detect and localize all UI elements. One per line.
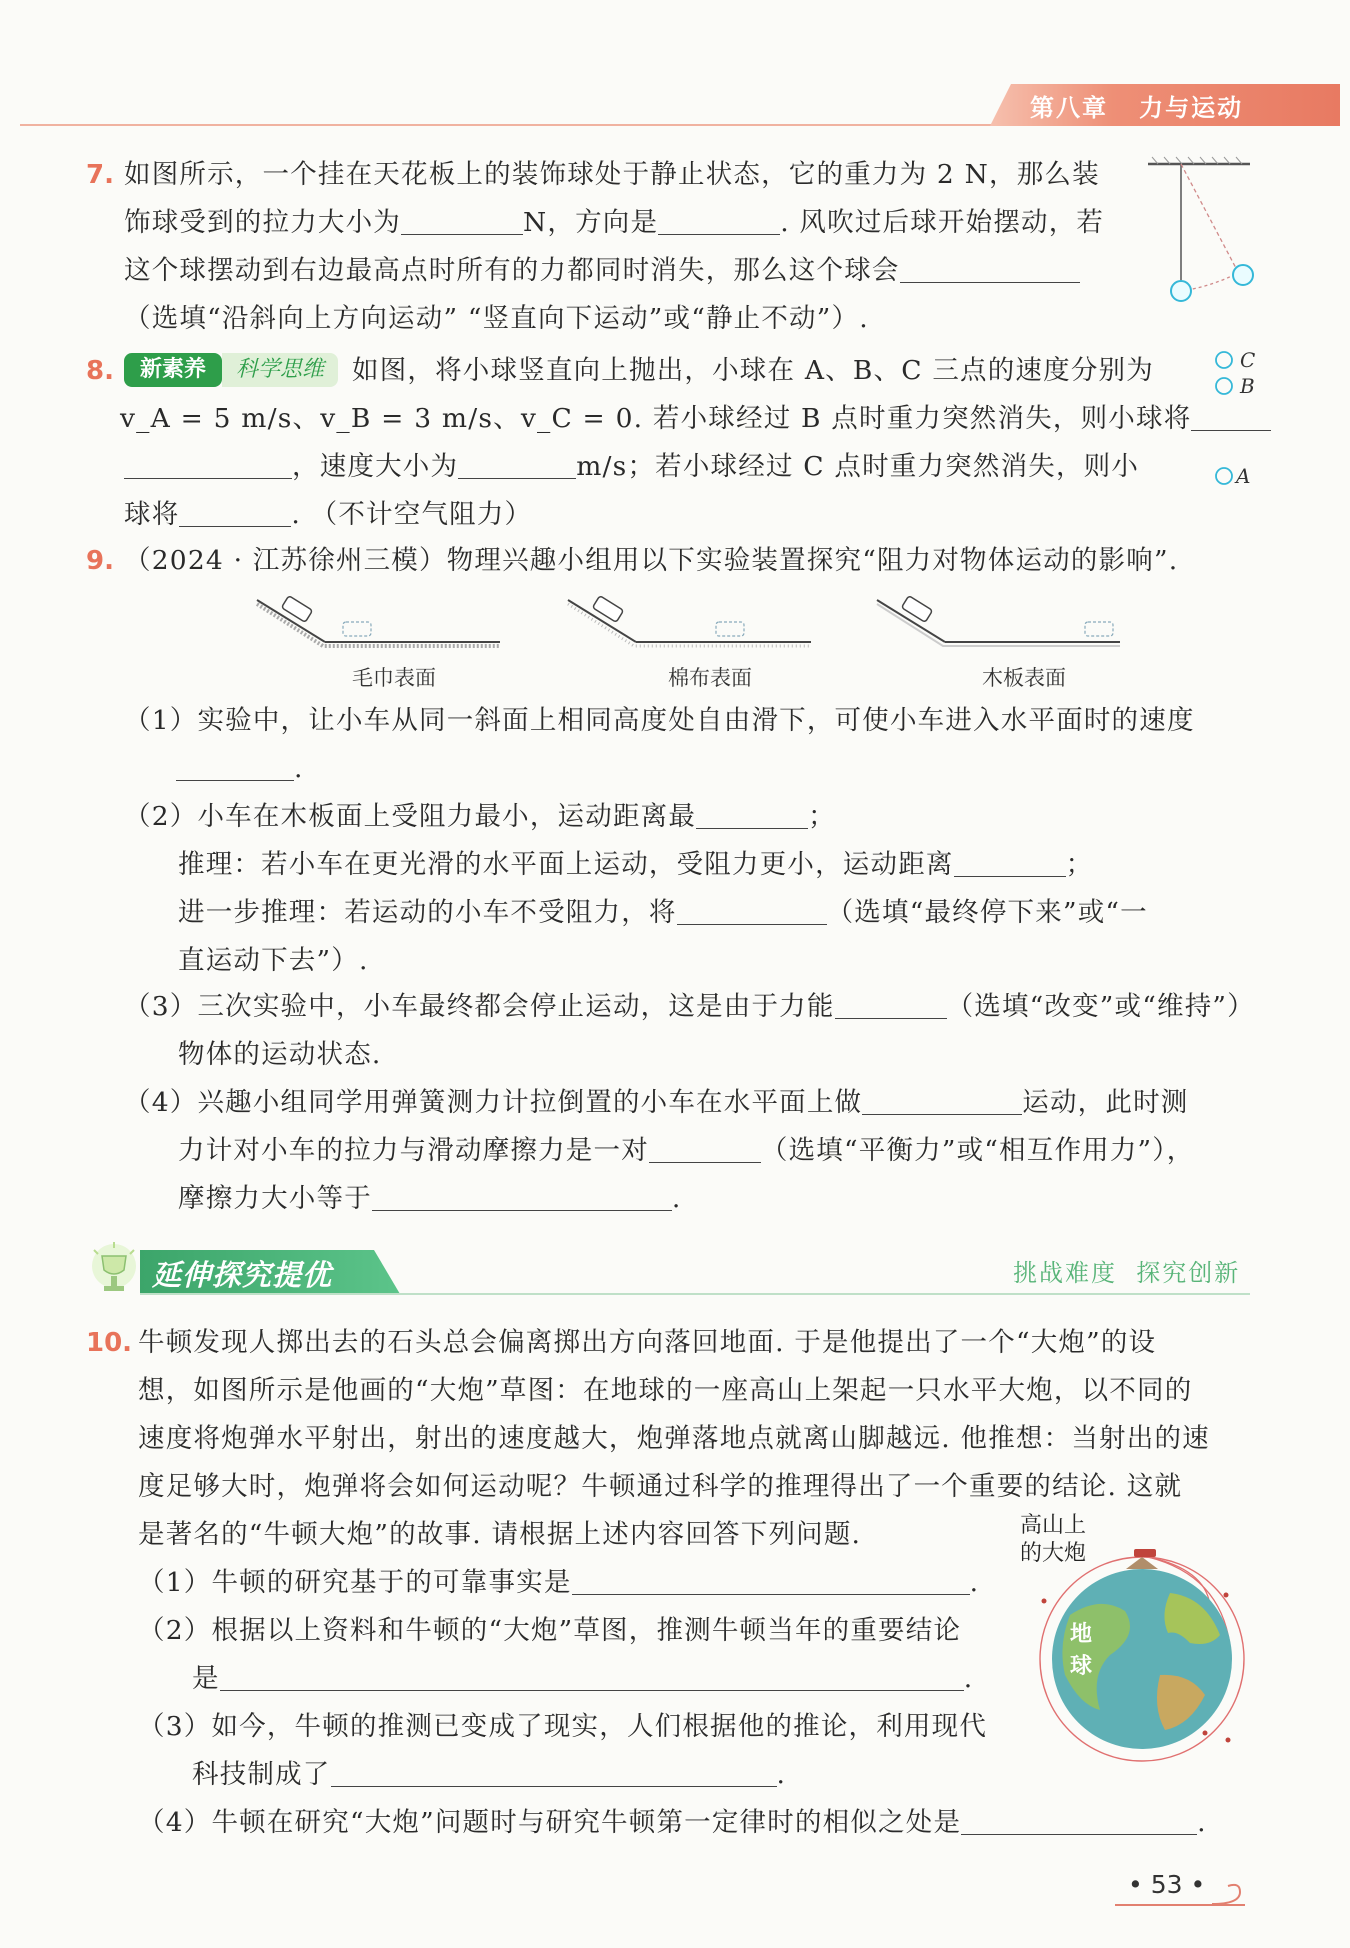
q10-line-2: 想，如图所示是他画的“大炮”草图：在地球的一座高山上架起一只水平大炮，以不同的 [138,1375,1193,1406]
q7-line-4: （选填“沿斜向上方向运动” “竖直向下运动”或“静止不动”）. [124,303,869,334]
section-rule [140,1293,1250,1295]
label-c: C [1240,348,1256,372]
caption-wood: 木板表面 [982,666,1066,690]
answer-blank[interactable] [401,208,523,235]
chapter-title: 第八章 力与运动 [1030,94,1244,122]
question-number-8: 8. [86,356,114,386]
question-number-9: 9. [86,546,114,576]
q9-intro: （2024 · 江苏徐州三模）物理兴趣小组用以下实验装置探究“阻力对物体运动的影响”. [124,545,1179,576]
q8-line-3: ，速度大小为 m/s；若小球经过 C 点时重力突然消失，则小 [124,450,1139,484]
answer-blank[interactable] [835,992,947,1019]
q8-line-1: 如图，将小球竖直向上抛出，小球在 A、B、C 三点的速度分别为 [352,355,1154,386]
q10-p3-line-1: （3）如今，牛顿的推测已变成了现实，人们根据他的推论，利用现代 [138,1711,988,1742]
q10-p1: （1）牛顿的研究基于的可靠事实是 . [138,1567,980,1598]
page-curl-icon [1210,1880,1246,1906]
q10-line-5: 是著名的“牛顿大炮”的故事. 请根据上述内容回答下列问题. [138,1519,862,1550]
caption-towel: 毛巾表面 [352,666,436,690]
answer-blank[interactable] [176,754,294,781]
earth-label-1: 地 [1070,1621,1093,1647]
answer-blank[interactable] [458,452,576,479]
q8-line-4: 球将 . （不计空气阻力） [124,499,533,530]
answer-blank[interactable] [677,898,827,925]
answer-blank[interactable] [658,208,780,235]
q9-p2-line-3: 进一步推理：若运动的小车不受阻力，将 （选填“最终停下来”或“一 [178,897,1148,928]
badge-scientific-thinking: 科学思维 [222,353,338,387]
ramp-towel-figure [255,592,505,652]
q10-line-1: 牛顿发现人掷出去的石头总会偏离掷出方向落回地面. 于是他提出了一个“大炮”的设 [138,1327,1157,1358]
q8-line-2: v_A = 5 m/s、v_B = 3 m/s、v_C = 0. 若小球经过 B 点时重力突然消失，则小球将 [120,402,1271,436]
answer-blank[interactable] [331,1760,777,1787]
answer-blank[interactable] [179,500,291,527]
q9-p1-line-1: （1）实验中，让小车从同一斜面上相同高度处自由滑下，可使小车进入水平面时的速度 [124,705,1195,736]
q9-p4-line-2: 力计对小车的拉力与滑动摩擦力是一对 （选填“平衡力”或“相互作用力”）， [178,1135,1195,1166]
q10-p4: （4）牛顿在研究“大炮”问题时与研究牛顿第一定律时的相似之处是 . [138,1807,1207,1838]
trophy-icon [88,1242,140,1300]
q9-p2-line-2: 推理：若小车在更光滑的水平面上运动，受阻力更小，运动距离 ； [178,849,1094,880]
answer-blank[interactable] [124,452,292,479]
q10-line-3: 速度将炮弹水平射出，射出的速度越大，炮弹落地点就离山脚越远. 他推想：当射出的速 [138,1423,1210,1454]
answer-blank[interactable] [220,1664,964,1691]
q10-line-4: 度足够大时，炮弹将会如何运动呢？牛顿通过科学的推理得出了一个重要的结论. 这就 [138,1471,1183,1502]
question-number-10: 10. [86,1328,133,1358]
q9-p2-line-4: 直运动下去”）. [178,945,369,976]
answer-blank[interactable] [961,1808,1197,1835]
caption-cotton: 棉布表面 [668,666,752,690]
earth-label-2: 球 [1070,1653,1093,1679]
q10-p2-line-2: 是 . [192,1663,974,1694]
q9-p3-line-1: （3）三次实验中，小车最终都会停止运动，这是由于力能 （选填“改变”或“维持”） [124,991,1255,1022]
q9-p1-line-2: . [176,752,304,786]
question-number-7: 7. [86,160,114,190]
answer-blank[interactable] [900,256,1080,283]
cannon-label-2: 的大炮 [1020,1541,1087,1566]
answer-blank[interactable] [696,802,808,829]
newton-cannon-figure [1030,1535,1260,1765]
section-title: 延伸探究提优 [152,1258,333,1292]
q10-p3-line-2: 科技制成了 . [192,1759,787,1790]
section-subtitle: 挑战难度 探究创新 [1013,1259,1241,1287]
q9-p3-line-2: 物体的运动状态. [178,1039,382,1070]
q9-p4-line-3: 摩擦力大小等于 . [178,1183,682,1214]
badge-new-literacy: 新素养 [124,353,222,387]
answer-blank[interactable] [954,850,1066,877]
q7-line-1: 如图所示，一个挂在天花板上的装饰球处于静止状态，它的重力为 2 N，那么装 [124,159,1100,190]
answer-blank[interactable] [372,1184,672,1211]
cannon-label-1: 高山上 [1020,1513,1087,1538]
label-b: B [1240,374,1255,398]
pendulum-figure [1140,155,1265,310]
q10-p2-line-1: （2）根据以上资料和牛顿的“大炮”草图，推测牛顿当年的重要结论 [138,1615,962,1646]
page-number: • 53 • [1128,1870,1206,1899]
answer-blank[interactable] [572,1568,970,1595]
q9-p4-line-1: （4）兴趣小组同学用弹簧测力计拉倒置的小车在水平面上做 运动，此时测 [124,1087,1189,1118]
q7-line-3: 这个球摆动到右边最高点时所有的力都同时消失，那么这个球会 [124,254,1080,288]
answer-blank[interactable] [649,1136,761,1163]
ramp-cotton-figure [566,592,816,652]
answer-blank[interactable] [862,1088,1022,1115]
ramp-wood-figure [875,592,1125,652]
q7-line-2: 饰球受到的拉力大小为 N，方向是 . 风吹过后球开始摆动，若 [124,207,1105,238]
label-a: A [1236,464,1251,488]
q9-p2-line-1: （2）小车在木板面上受阻力最小，运动距离最 ； [124,801,836,832]
